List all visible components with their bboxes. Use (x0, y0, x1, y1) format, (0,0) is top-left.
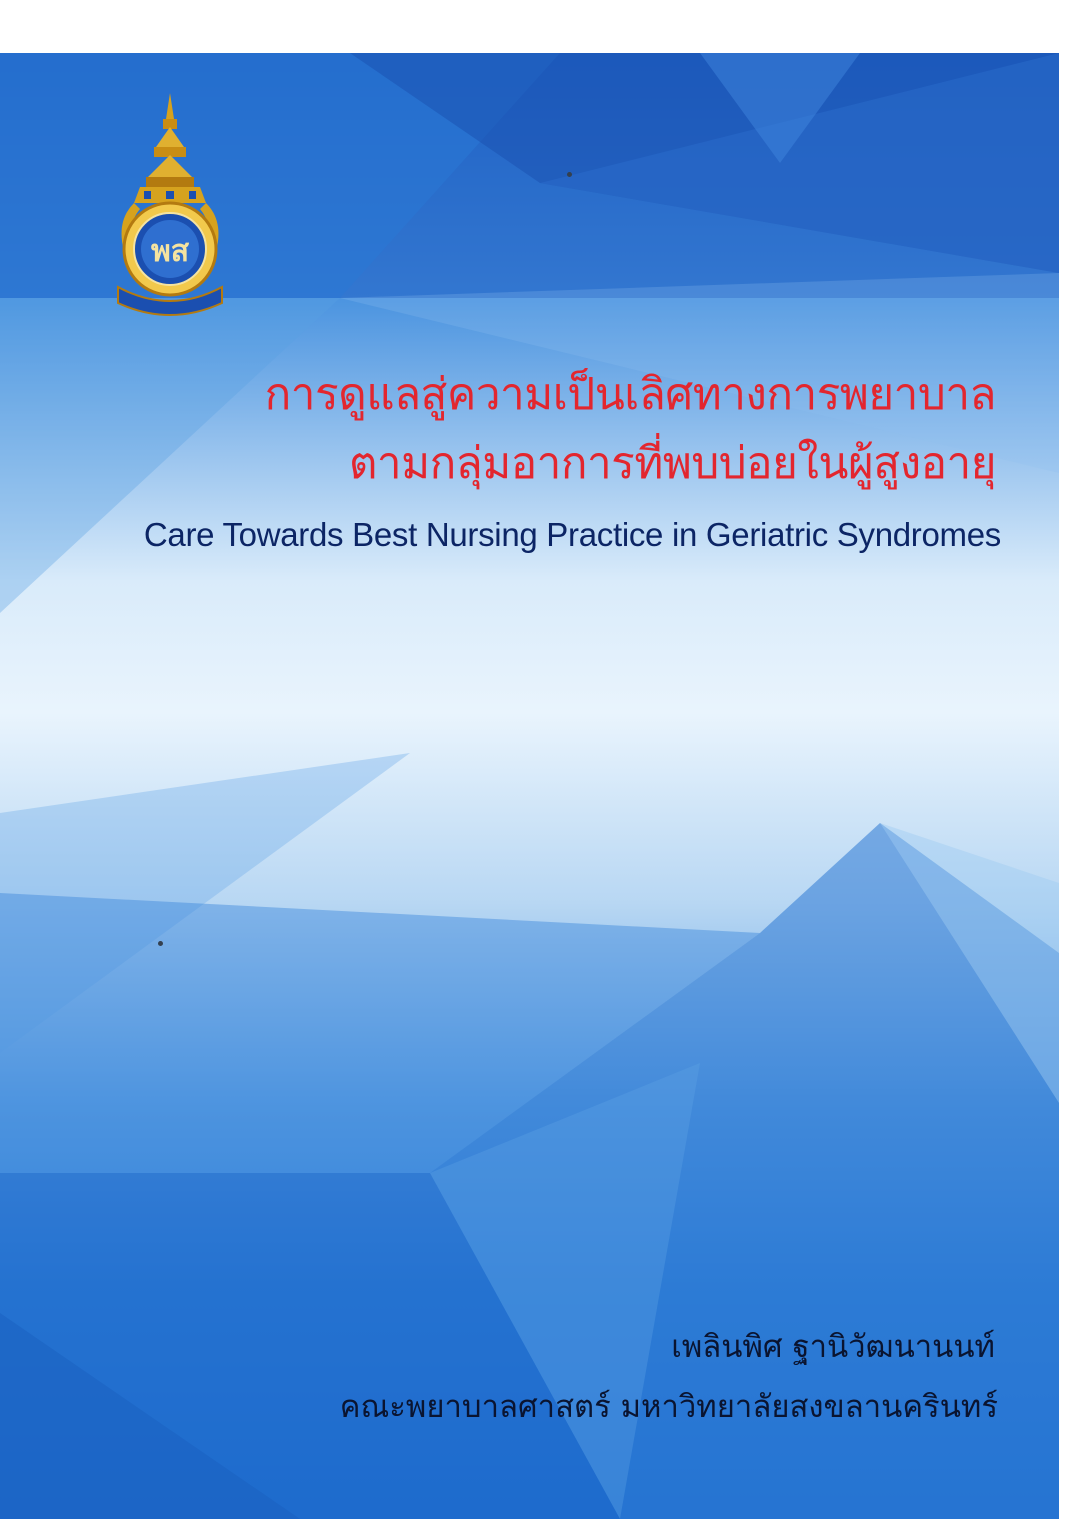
print-speck (567, 172, 572, 177)
author-name: เพลินพิศ ฐานิวัฒนานนท์ (671, 1329, 995, 1365)
faculty-crown-emblem-icon (110, 91, 230, 321)
english-title: Care Towards Best Nursing Practice in Geriatric Syndromes (143, 516, 1001, 553)
thai-title-line-2: ตามกลุ่มอาการที่พบบ่อยในผู้สูงอายุ (348, 438, 996, 489)
print-speck (158, 941, 163, 946)
book-cover (0, 53, 1059, 1519)
emblem-monogram: พส (150, 234, 190, 269)
thai-title-line-1: การดูแลสู่ความเป็นเลิศทางการพยาบาล (264, 369, 996, 420)
author-affiliation: คณะพยาบาลศาสตร์ มหาวิทยาลัยสงขลานครินทร์ (339, 1389, 998, 1425)
thai-title (116, 360, 996, 498)
